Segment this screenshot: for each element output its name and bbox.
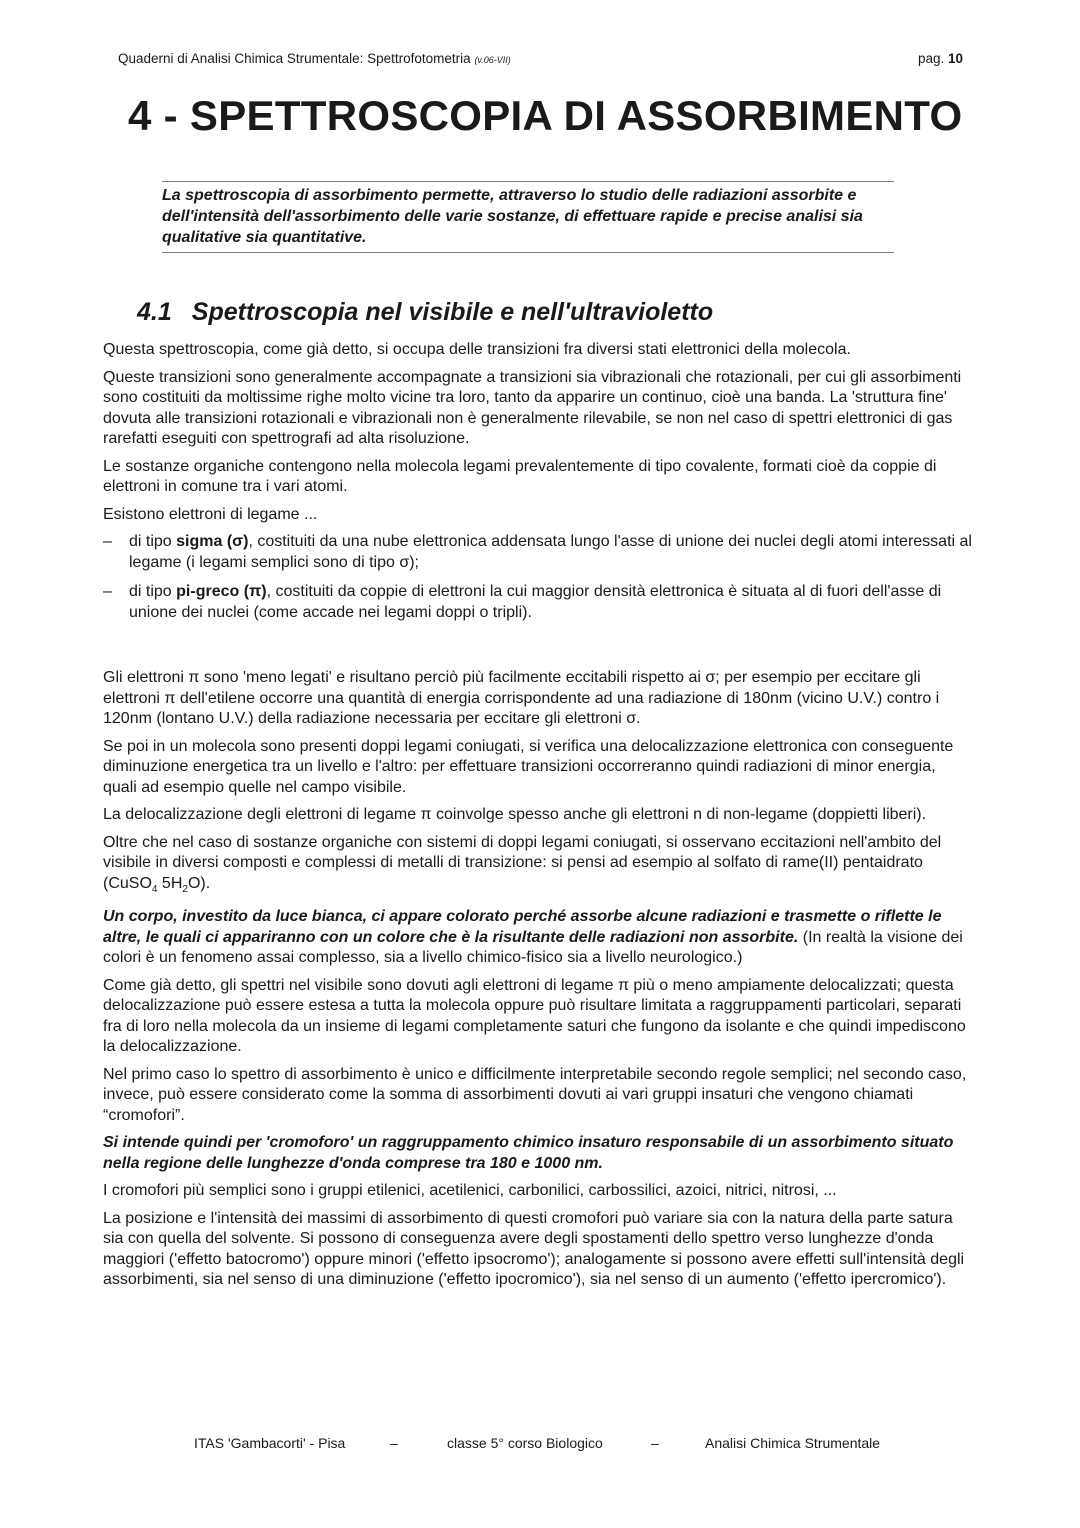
subscript: 4 <box>151 883 158 895</box>
paragraph: Nel primo caso lo spettro di assorbimento è unico e difficilmente interpretabile secondo regole semplici; nel secondo caso, invece, può essere considerato come la somma di assorbimenti dovuti ai vari gruppi insaturi che vengono chiamati “cromofori”. <box>103 1065 967 1124</box>
paragraph-text: Oltre che nel caso di sostanze organiche con sistemi di doppi legami coniugati, si osservano eccitazioni nell'ambito del visibile in diversi composti e complessi di metalli di transizione: si pensi ad esempio al solfato di rame(II) pentaidrato (CuSO <box>103 833 942 892</box>
bullet-dash: – <box>103 583 112 600</box>
paragraph: I cromofori più semplici sono i gruppi etilenici, acetilenici, carbonilici, carbossilici, azoici, nitrici, nitrosi, ... <box>103 1182 837 1200</box>
bullet-text: , costituiti da coppie di elettroni la cui maggior densità elettronica è situata al di fuori dell'asse di unione dei nuclei (come accade nei legami doppi o tripli). <box>129 583 942 621</box>
footer-class: classe 5° corso Biologico <box>447 1435 603 1451</box>
bullet-text: di tipo <box>129 583 177 600</box>
paragraph: Le sostanze organiche contengono nella molecola legami prevalentemente di tipo covalente, formati cioè da coppie di elettroni in comune tra i vari atomi. <box>103 457 937 495</box>
paragraph: La delocalizzazione degli elettroni di legame π coinvolge spesso anche gli elettroni n di non-legame (doppietti liberi). <box>103 806 927 823</box>
chapter-abstract: La spettroscopia di assorbimento permette, attraverso lo studio delle radiazioni assorbite e dell'intensità dell'assorbimento delle varie sostanze, di effettuare rapide e precise analisi sia qualitative sia quantitative. <box>162 181 894 253</box>
chapter-title: 4 - SPETTROSCOPIA DI ASSORBIMENTO <box>128 92 963 139</box>
paragraph: Come già detto, gli spettri nel visibile sono dovuti agli elettroni di legame π più o meno ampiamente delocalizzati; questa delocalizzazione può essere estesa a tutta la molecola oppure può risultare limitata a raggruppamenti particolari, separati fra di loro nella molecola da un insieme di legami completamente saturi che fungono da isolante e che quindi impediscono la delocalizzazione. <box>103 976 966 1056</box>
body-text <box>103 340 973 1298</box>
list-item <box>103 582 973 623</box>
header-title-group <box>118 51 511 66</box>
bullet-term: pi-greco (π) <box>176 583 267 600</box>
paragraph: Se poi in un molecola sono presenti doppi legami coniugati, si verifica una delocalizzazione elettronica con conseguente diminuzione energetica tra un livello e l'altro: per effettuare transizioni occorreranno quindi radiazioni di minor energia, quali ad esempio quelle nel campo visibile. <box>103 737 954 796</box>
paragraph: La posizione e l'intensità dei massimi di assorbimento di questi cromofori può variare sia con la natura della parte satura sia con quella del solvente. Si possono di conseguenza avere degli spostamenti dello spettro verso lunghezze d'onda maggiori ('effetto batocromo') oppure minori ('effetto ipsocromo'); analogamente si possono avere effetti sull'intensità degli assorbimenti, sia nel senso di una diminuzione ('effetto ipocromico'), sia nel senso di un aumento ('effetto ipercromico'). <box>103 1209 965 1289</box>
section-title: Spettroscopia nel visibile e nell'ultravioletto <box>191 298 714 326</box>
bullet-text: di tipo <box>129 533 177 550</box>
page-prefix: pag. <box>917 51 948 66</box>
paragraph-text: 5H <box>157 874 183 892</box>
subscript: 2 <box>182 883 188 895</box>
paragraph <box>103 907 973 969</box>
page-header <box>118 51 963 71</box>
list-item <box>103 532 973 573</box>
emphasis-text: Un corpo, investito da luce bianca, ci appare colorato perché assorbe alcune radiazioni e trasmette o riflette le altre, le quali ci appariranno con un colore che è la risultante delle radiazioni non assorbite. <box>103 908 942 946</box>
bullet-text: , costituiti da una nube elettronica addensata lungo l'asse di unione dei nuclei degli atomi interessati al legame (i legami semplici sono di tipo σ); <box>129 533 972 571</box>
footer-dash: – <box>390 1435 398 1451</box>
paragraph-text: O). <box>187 874 211 892</box>
header-title: Quaderni di Analisi Chimica Strumentale: Spettrofotometria <box>118 51 471 66</box>
page-number-label <box>918 51 963 66</box>
page-number: 10 <box>947 51 963 66</box>
paragraph <box>103 833 973 901</box>
paragraph: Esistono elettroni di legame ... <box>103 505 318 523</box>
paragraph <box>103 1133 973 1174</box>
section-number: 4.1 <box>137 298 172 326</box>
paragraph: Queste transizioni sono generalmente accompagnate a transizioni sia vibrazionali che rotazionali, per cui gli assorbimenti sono costituiti da moltissime righe molto vicine tra loro, tanto da apparire un continuo, cioè una banda. La 'struttura fine' dovuta alle transizioni rotazionali e vibrazionali non è generalmente rilevabile, se non nel caso di spettri elettronici di gas rarefatti eseguiti con spettrografi ad alta risoluzione. <box>103 368 962 447</box>
definition-text: Si intende quindi per 'cromoforo' un raggruppamento chimico insaturo responsabile di un assorbimento situato nella regione delle lunghezze d'onda comprese tra 180 e 1000 nm. <box>103 1134 954 1172</box>
spacer <box>103 632 973 668</box>
bullet-dash: – <box>103 533 112 550</box>
header-version: (v.06-VII) <box>474 55 511 65</box>
paragraph-text: (In realtà la visione dei colori è un fenomeno assai complesso, sia a livello chimico-fisico sia a livello neurologico.) <box>103 928 963 967</box>
footer-dash: – <box>651 1435 659 1451</box>
bullet-term: sigma (σ) <box>176 533 249 550</box>
paragraph: Gli elettroni π sono 'meno legati' e risultano perciò più facilmente eccitabili rispetto ai σ; per esempio per eccitare gli elettroni π dell'etilene occorre una quantità di energia corrispondente ad una radiazione di 180nm (vicino U.V.) contro i 120nm (lontano U.V.) della radiazione necessaria per eccitare gli elettroni σ. <box>103 669 940 727</box>
section-heading <box>137 298 713 327</box>
footer-school: ITAS 'Gambacorti' - Pisa <box>194 1435 346 1451</box>
footer-subject: Analisi Chimica Strumentale <box>705 1435 881 1451</box>
paragraph: Questa spettroscopia, come già detto, si occupa delle transizioni fra diversi stati elettronici della molecola. <box>103 341 851 358</box>
